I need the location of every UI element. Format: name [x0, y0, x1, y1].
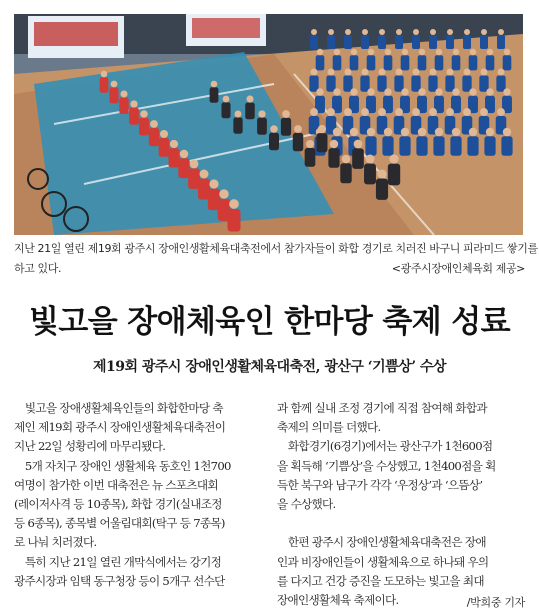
crowd-figure [469, 55, 478, 70]
body-line: 5개 자치구 장애인 생활체육 동호인 1천700 [14, 458, 231, 473]
crowd-figure [360, 75, 369, 91]
crowd-figure [350, 55, 359, 70]
crowd-figure [333, 55, 342, 70]
crowd-figure [378, 35, 386, 49]
crowd-figure [293, 133, 303, 151]
crowd-figure [149, 128, 159, 146]
body-line: 인과 비장애인들이 생활체육으로 하나돼 우의 [277, 554, 489, 569]
crowd-figure [178, 158, 189, 178]
event-photo [14, 14, 523, 235]
crowd-figure [388, 164, 400, 186]
crowd-figure [399, 136, 410, 156]
crowd-figure [352, 148, 364, 168]
crowd-figure [428, 75, 437, 91]
crowd-figure [361, 35, 369, 49]
crowd-figure [467, 136, 478, 156]
body-line: 제인 제19회 광주시 장애인생활체육대축전이 [14, 420, 226, 435]
crowd-figure [168, 148, 179, 167]
crowd-figure [503, 55, 512, 70]
body-line: 등 6종목), 종목별 어울림대회(탁구 등 7종목) [14, 516, 225, 531]
crowd-figure [479, 75, 488, 91]
crowd-figure [452, 55, 461, 70]
crowd-figure [445, 75, 454, 91]
crowd-figure [486, 55, 495, 70]
crowd-figure [411, 75, 420, 91]
crowd-figure [109, 87, 118, 103]
crowd-figure [269, 133, 279, 151]
article-body-left-column [14, 399, 264, 591]
body-line: 로 나눠 치러졌다. [14, 535, 97, 550]
body-line: 축제의 의미를 더했다. [277, 420, 381, 435]
crowd-figure [159, 138, 170, 157]
crowd-figure [416, 136, 427, 156]
crowd-figure [433, 136, 444, 156]
body-line: 한편 광주시 장애인생활체육대축전은 장애 [277, 535, 486, 550]
caption-line-1: 지난 21일 열린 제19회 광주시 장애인생활체육대축전에서 참가자들이 화합 경기로 치러진 바구니 피라미드 쌓기를 [14, 242, 538, 255]
crowd-figure [401, 55, 410, 70]
article-body-right-column [277, 399, 527, 610]
body-line: 을 획득해 ‘기쁨상’을 수상했고, 1천400점을 획 [277, 458, 496, 473]
crowd-figure [139, 118, 149, 136]
crowd-figure [484, 136, 495, 156]
body-line: 득한 북구와 남구가 각각 ‘우정상’과 ‘으뜸상’ [277, 477, 483, 492]
crowd-figure [496, 75, 505, 91]
body-line-spacer [277, 514, 527, 533]
body-line: 지난 22일 성황리에 마무리됐다. [14, 439, 166, 454]
crowd-figure [367, 55, 376, 70]
crowd-figure [462, 75, 471, 91]
crowd-figure [429, 35, 437, 49]
crowd-figure [233, 117, 242, 133]
crowd-figure [395, 35, 403, 49]
crowd-figure [450, 136, 461, 156]
crowd-figure [326, 75, 335, 91]
crowd-figure [328, 148, 339, 168]
crowd-figure [327, 35, 335, 49]
crowd-figure [435, 55, 444, 70]
crowd-figure [382, 136, 393, 156]
crowd-figure [446, 35, 454, 49]
photo-caption [14, 239, 538, 279]
crowd-figure [377, 75, 386, 91]
article-subhead: 제19회 광주시 장애인생활체육대축전, 광산구 ‘기쁨상’ 수상 [92, 359, 447, 375]
crowd-figure [394, 75, 403, 91]
crowd-figure [210, 87, 219, 102]
crowd-figure [309, 75, 318, 91]
body-line: 를 다지고 건강 증진을 도모하는 빛고을 최대 [277, 573, 484, 588]
crowd-figure [365, 136, 376, 156]
crowd-figure [100, 77, 109, 92]
crowd-figure [129, 108, 139, 125]
body-line: (레이저사격 등 10종목), 화합 경기(실내조정 [14, 497, 222, 512]
crowd-figure [412, 35, 420, 49]
crowd-figure [257, 118, 267, 135]
crowd-figure [317, 133, 328, 152]
crowd-figure [281, 118, 291, 136]
crowd-figure [418, 55, 427, 70]
crowd-figure [340, 163, 351, 183]
body-line: 여명이 참가한 이번 대축전은 뉴 스포츠대회 [14, 477, 218, 492]
caption-line-2 [14, 259, 525, 279]
crowd-figure [245, 103, 255, 120]
body-line: 화합경기(6경기)에서는 광산구가 1천600점 [277, 439, 493, 454]
body-line: 장애인생활체육 축제이다. [277, 593, 399, 608]
crowd-figure [480, 35, 488, 49]
body-line: 광주시장과 임택 동구청장 등이 5개구 선수단 [14, 573, 225, 588]
reporter-byline: /박희중 기자 [466, 596, 525, 609]
crowd-figure [221, 102, 230, 118]
photo-credit: <광주시장애인체육회 제공> [391, 262, 525, 275]
crowd-figure [376, 179, 388, 200]
article-headline: 빛고을 장애체육인 한마당 축제 성료 [29, 304, 510, 340]
body-line: 빛고을 장애생활체육인들의 화합한마당 축 [14, 401, 223, 415]
caption-line-2-text: 하고 있다. [14, 262, 62, 275]
crowd-figure [305, 148, 316, 167]
crowd-figure [310, 35, 318, 49]
crowd-figure [343, 75, 352, 91]
crowd-figure [501, 136, 512, 156]
crowd-figure [228, 209, 241, 232]
crowd-figure [119, 98, 128, 115]
crowd-figure [463, 35, 471, 49]
crowd-figure [384, 55, 393, 70]
crowd-figure [316, 55, 325, 70]
body-line: 특히 지난 21일 열린 개막식에서는 강기정 [14, 554, 222, 569]
crowd-figure [364, 163, 376, 184]
crowd-figure [344, 35, 352, 49]
body-line: 을 수상했다. [277, 497, 336, 512]
crowd-figure [497, 35, 505, 49]
body-line: 과 함께 실내 조정 경기에 직접 참여해 화합과 [277, 401, 487, 415]
